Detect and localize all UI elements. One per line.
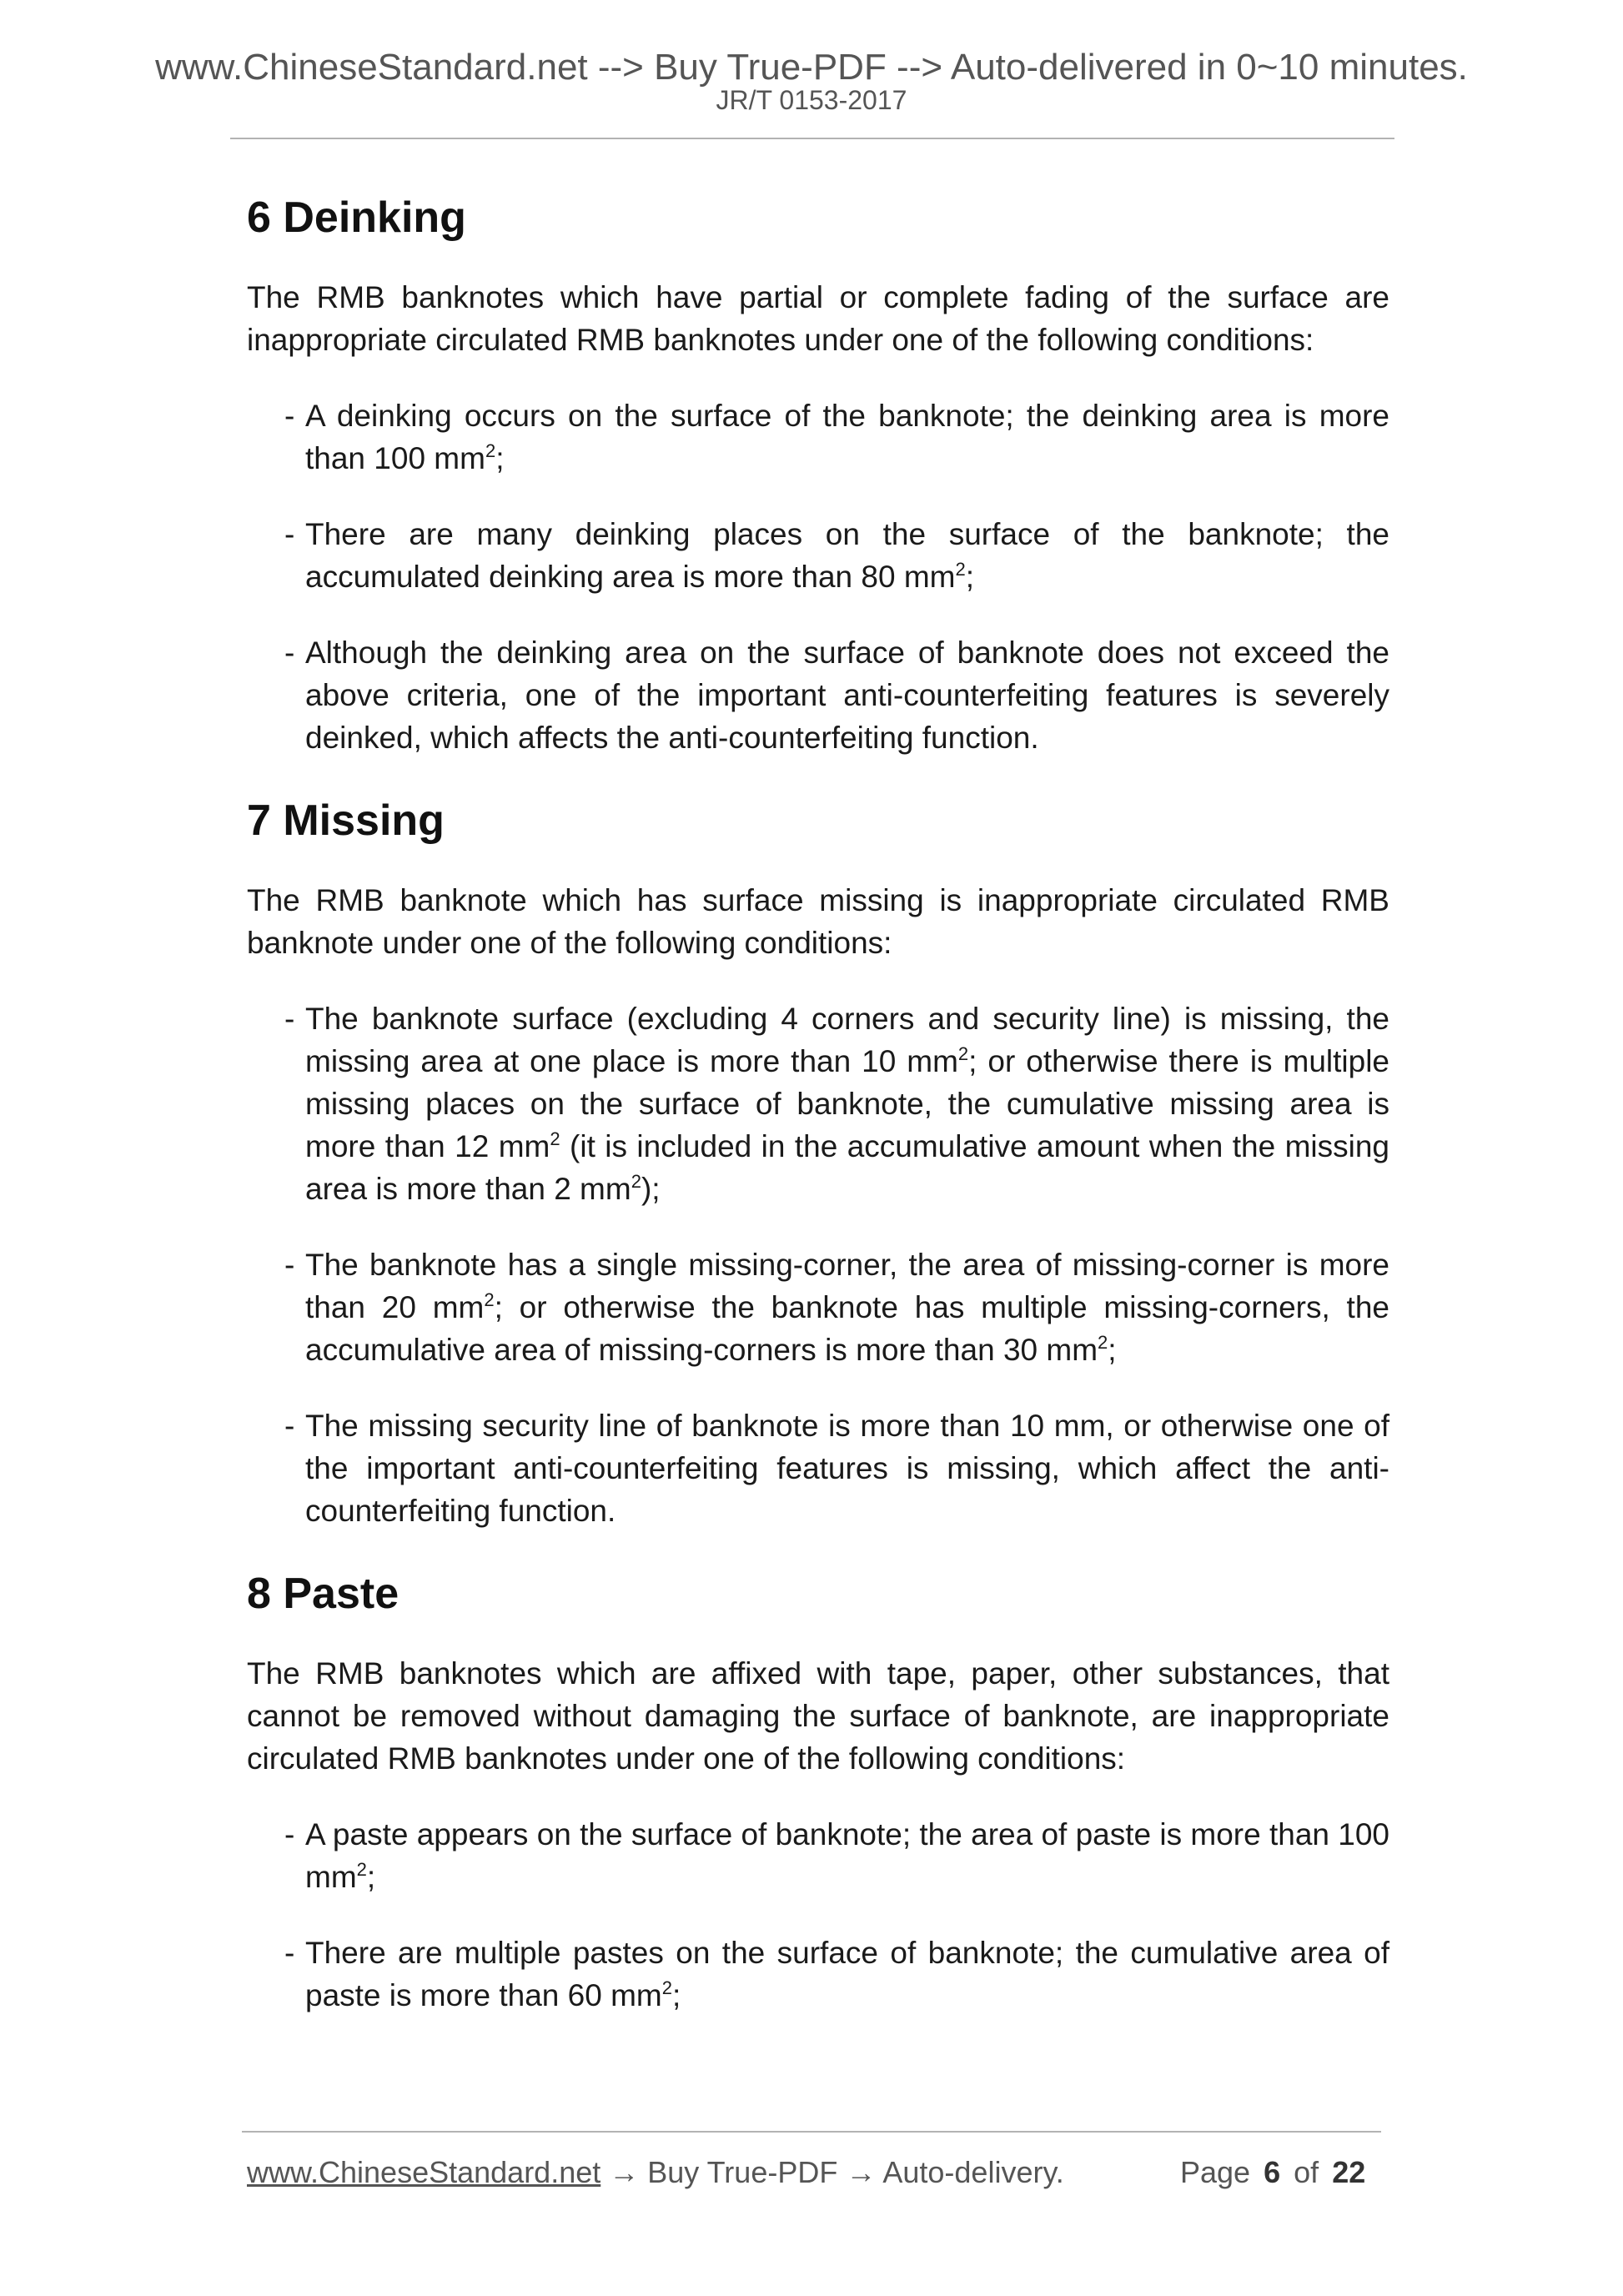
list-item: - There are many deinking places on the surface of the banknote; the accumulated deinking area is more than 80 $mm^2$; (247, 513, 1389, 598)
list-item: - The banknote surface (excluding 4 corners and security line) is missing, the missing area at one place is more than 10 $mm^2$; or otherwise there is multiple missing places on the surface of banknote, the cumulative missing area is more than 12 $mm^2$ (it is included in the accumulative amount when the missing area is more than 2 $mm^2$); (247, 997, 1389, 1210)
website-link[interactable]: www.ChineseStandard.net (247, 2155, 601, 2189)
arrow-right-icon: → (837, 2155, 883, 2189)
section-intro: The RMB banknote which has surface missing is inappropriate circulated RMB banknote under one of the following conditions: (247, 883, 1389, 960)
dash: - (284, 1936, 295, 1970)
condition-list (247, 1813, 1389, 2017)
page-indicator (1180, 2154, 1365, 2191)
dash: - (284, 1002, 295, 1036)
list-item: - The missing security line of banknote is more than 10 mm, or otherwise one of the important anti-counterfeiting features is missing, which affect the anti-counterfeiting function. (247, 1404, 1389, 1532)
section-title: 6 Deinking (247, 193, 466, 242)
list-item: - The banknote has a single missing-corner, the area of missing-corner is more than 20 $mm^2$; or otherwise the banknote has multiple missing-corners, the accumulative area of missing-corners is more than 30 $mm^2$; (247, 1243, 1389, 1371)
dash: - (284, 517, 295, 551)
header-divider (230, 138, 1394, 139)
dash: - (284, 636, 295, 670)
section-missing (247, 782, 1389, 1532)
footer-divider (242, 2131, 1381, 2133)
document-code: JR/T 0153-2017 (716, 85, 907, 115)
page-label: Page (1180, 2155, 1251, 2189)
dash: - (284, 1817, 295, 1851)
section-intro: The RMB banknotes which are affixed with tape, paper, other substances, that cannot be removed without damaging the surface of banknote, are inappropriate circulated RMB banknotes under one of the following conditions: (247, 1656, 1389, 1776)
list-item: - Although the deinking area on the surface of banknote does not exceed the above criteria, one of the important anti-counterfeiting features is severely deinked, which affects the anti-counterfeiting function. (247, 631, 1389, 759)
condition-list (247, 394, 1389, 759)
section-title: 7 Missing (247, 796, 445, 845)
list-item: - A deinking occurs on the surface of the banknote; the deinking area is more than 100 $mm^2$; (247, 394, 1389, 480)
header-banner: www.ChineseStandard.net --> Buy True-PDF --> Auto-delivered in 0~10 minutes. (155, 47, 1468, 88)
dash: - (284, 399, 295, 433)
of-label: of (1294, 2155, 1319, 2189)
footer-buy-text: Buy True-PDF (647, 2155, 838, 2189)
section-deinking (247, 179, 1389, 759)
footer-delivery-text: Auto-delivery. (882, 2155, 1064, 2189)
page-number: 6 (1264, 2155, 1281, 2189)
section-paste (247, 1555, 1389, 2017)
list-item: - A paste appears on the surface of banknote; the area of paste is more than 100 $mm^2$; (247, 1813, 1389, 1898)
list-item: - There are multiple pastes on the surface of banknote; the cumulative area of paste is more than 60 $mm^2$; (247, 1932, 1389, 2017)
condition-list (247, 997, 1389, 1532)
arrow-right-icon: → (600, 2155, 648, 2189)
footer-links (247, 2154, 1064, 2191)
page-content (247, 179, 1389, 2017)
total-pages: 22 (1332, 2155, 1366, 2189)
dash: - (284, 1248, 295, 1282)
section-title: 8 Paste (247, 1570, 399, 1618)
section-intro: The RMB banknotes which have partial or complete fading of the surface are inappropriate circulated RMB banknotes under one of the following conditions: (247, 280, 1389, 357)
dash: - (284, 1409, 295, 1443)
